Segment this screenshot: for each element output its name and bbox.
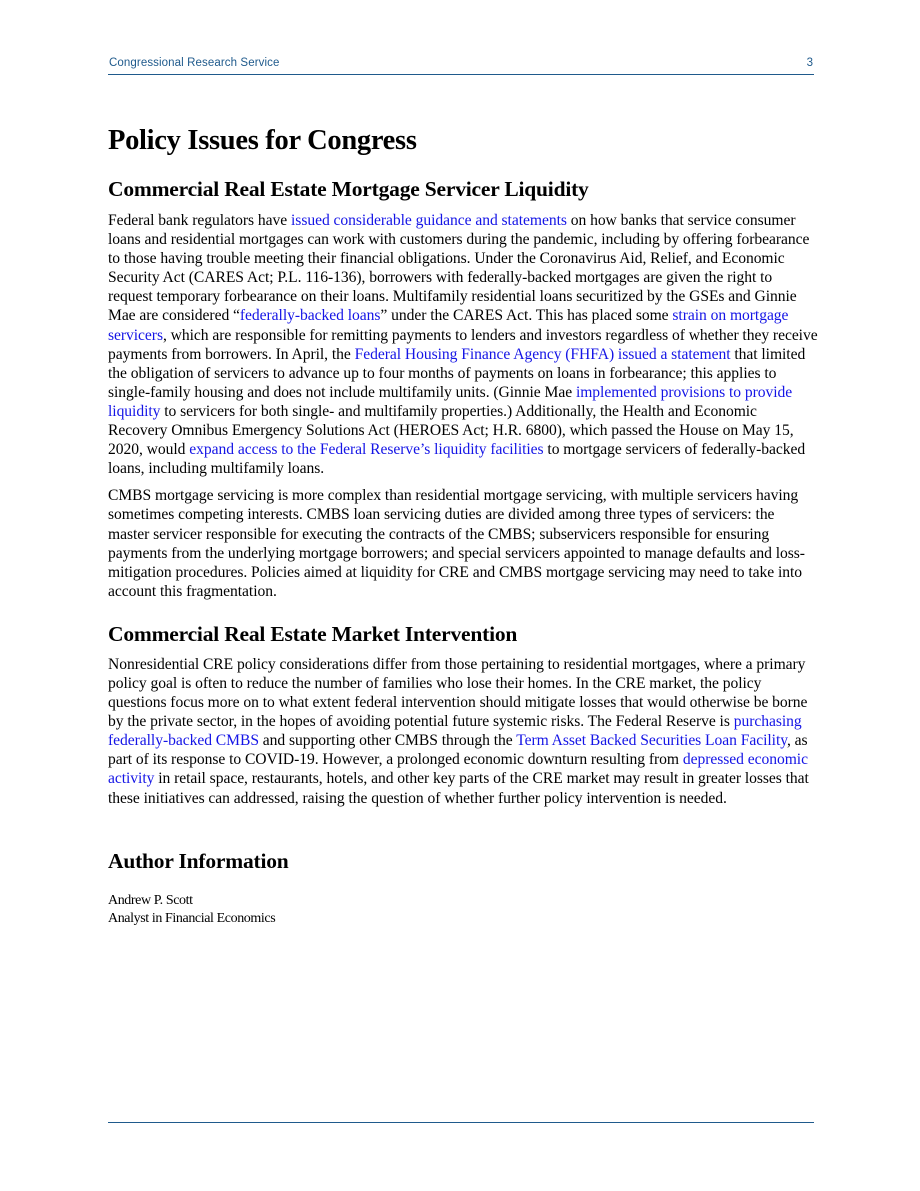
- text-run: Federal bank regulators have: [108, 212, 292, 229]
- text-run: ” under the CARES Act. This has placed some: [380, 307, 673, 325]
- link-depressed-economic-activity[interactable]: depressed economic activity: [108, 751, 808, 788]
- link-fed-liquidity-facilities[interactable]: expand access to the Federal Reserve’s liquidity facilities: [189, 441, 544, 459]
- text-run: to mortgage servicers of federally-backed loans, including multifamily loans.: [108, 441, 806, 478]
- link-fhfa-statement[interactable]: Federal Housing Finance Agency (FHFA) issued a statement: [354, 345, 731, 363]
- paragraph-servicer-liquidity-2: CMBS mortgage servicing is more complex than residential mortgage servicing, with multiple servicers having sometimes competing interests. CMBS loan servicing duties are divided among three types of servicers: the master servicer responsible for executing the contracts of the CMBS; subservicers responsible for ensuring payments from the underlying mortgage borrowers; and special servicers appointed to manage defaults and loss-mitigation procedures. Policies aimed at liquidity for CRE and CMBS mortgage servicing may need to take into account this fragmentation.: [108, 487, 805, 600]
- link-talf[interactable]: Term Asset Backed Securities Loan Facility: [516, 732, 787, 750]
- link-strain-on-servicers[interactable]: strain on mortgage servicers: [108, 307, 789, 344]
- text-run: Nonresidential CRE policy considerations differ from those pertaining to residential mortgages, where a primary policy goal is often to reduce the number of families who lose their homes. In the CRE market, the policy questions focus more on to what extent federal intervention should mitigate losses that would otherwise be borne by the private sector, in the hopes of avoiding potential future systemic risks. The Federal Reserve is: [108, 655, 808, 731]
- footer-divider: [108, 1122, 814, 1123]
- text-run: , as part of its response to COVID-19. However, a prolonged economic downturn resulting from: [108, 732, 808, 769]
- text-run: to servicers for both single- and multifamily properties.) Additionally, the Health and Economic Recovery Omnibus Emergency Solutions Act (HEROES Act; H.R. 6800), which passed the House on May 15, 2020, would: [108, 402, 794, 459]
- page-header: [108, 57, 814, 75]
- text-run: in retail space, restaurants, hotels, and other key parts of the CRE market may result in greater losses that these initiatives can addressed, raising the question of whether further policy intervention is needed.: [108, 770, 809, 807]
- link-regulator-guidance[interactable]: issued considerable guidance and statements: [291, 212, 567, 229]
- section-heading-author-information: Author Information: [108, 848, 289, 873]
- author-title: Analyst in Financial Economics: [108, 910, 276, 926]
- page-number: 3: [806, 57, 813, 69]
- text-run: that limited the obligation of servicers to advance up to four months of payments on loans in forbearance; this applies to single-family housing and does not include multifamily units. (Ginnie Mae: [108, 345, 806, 401]
- section-heading-servicer-liquidity: Commercial Real Estate Mortgage Servicer Liquidity: [108, 177, 589, 201]
- author-name: Andrew P. Scott: [108, 892, 193, 908]
- link-federally-backed-loans[interactable]: federally-backed loans: [239, 307, 381, 325]
- section-heading-market-intervention: Commercial Real Estate Market Intervention: [108, 621, 518, 646]
- agency-name: Congressional Research Service: [109, 57, 280, 69]
- text-run: on how banks that service consumer loans and residential mortgages can work with customers during the pandemic, including by offering forbearance to those having trouble meeting their financial obligations. Under the Coronavirus Aid, Relief, and Economic Security Act (CARES Act; P.L. 116-136), borrowers with federally-backed mortgages are given the right to request temporary forbearance on their loans. Multifamily residential loans securitized by the GSEs and Ginnie Mae are considered “: [108, 212, 810, 325]
- paragraph-market-intervention: [108, 655, 818, 808]
- paragraph-servicer-liquidity-1: [108, 211, 818, 478]
- link-purchasing-cmbs[interactable]: purchasing federally-backed CMBS: [108, 713, 802, 750]
- author-block: [108, 892, 818, 928]
- text-run: and supporting other CMBS through the: [258, 732, 517, 750]
- page-content: [108, 124, 818, 928]
- page-title: Policy Issues for Congress: [108, 125, 417, 156]
- link-ginnie-mae-liquidity[interactable]: implemented provisions to provide liquidity: [108, 383, 793, 420]
- text-run: , which are responsible for remitting payments to lenders and investors regardless of whether they receive payments from borrowers. In April, the: [108, 326, 818, 363]
